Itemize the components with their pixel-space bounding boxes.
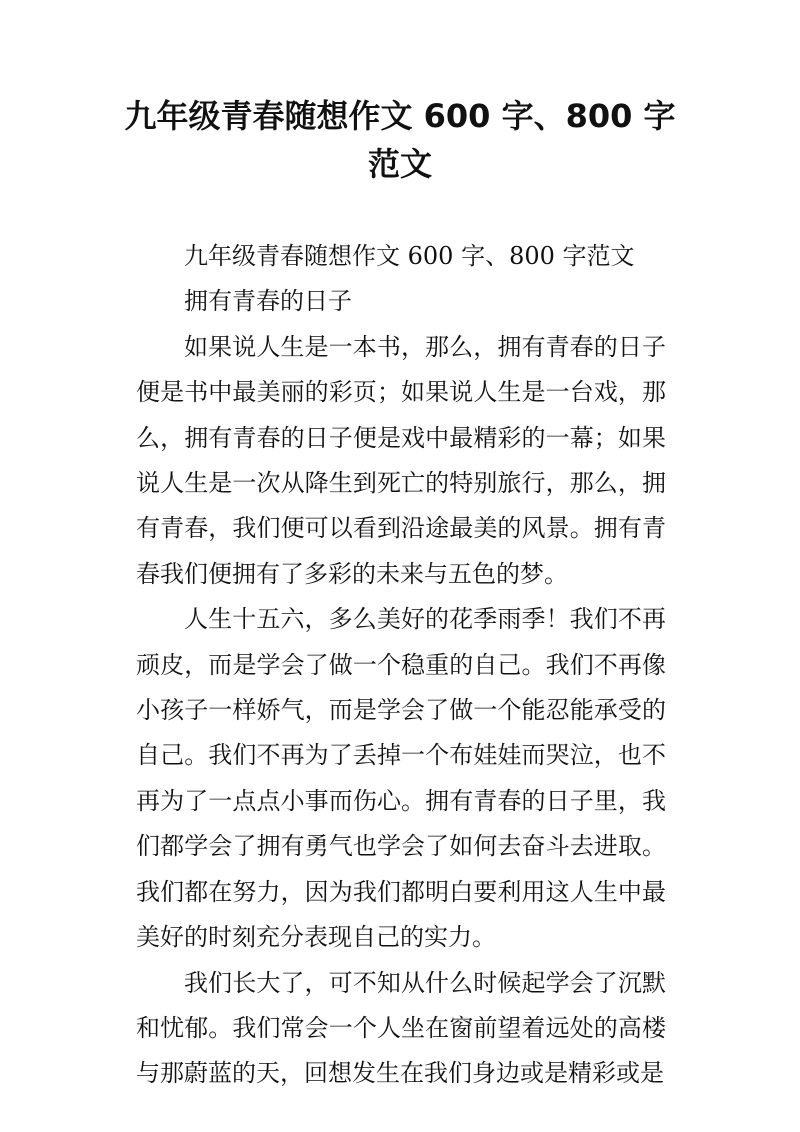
- paragraph-2: 人生十五六，多么美好的花季雨季！我们不再顽皮，而是学会了做一个稳重的自己。我们不再像小孩子一样娇气，而是学会了做一个能忍能承受的自己。我们不再为了丢掉一个布娃娃而哭泣，也不再为了一点点小事而伤心。拥有青春的日子里，我们都学会了拥有勇气也学会了如何去奋斗去进取。我们都在努力，因为我们都明白要利用这人生中最美好的时刻充分表现自己的实力。: [136, 605, 666, 952]
- document-body: [136, 234, 666, 1097]
- paragraph-1: 如果说人生是一本书，那么，拥有青春的日子便是书中最美丽的彩页；如果说人生是一台戏，那么，拥有青春的日子便是戏中最精彩的一幕；如果说人生是一次从降生到死亡的特别旅行，那么，拥有青春，我们便可以看到沿途最美的风景。拥有青春我们便拥有了多彩的未来与五色的梦。: [136, 332, 666, 588]
- paragraph-3: 我们长大了，可不知从什么时候起学会了沉默和忧郁。我们常会一个人坐在窗前望着远处的高楼与那蔚蓝的天，回想发生在我们身边或是精彩或是: [136, 968, 666, 1088]
- essay-title: 拥有青春的日子: [184, 287, 352, 316]
- document-title: 九年级青春随想作文 600 字、800 字范文: [124, 97, 676, 183]
- subtitle-line: 九年级青春随想作文 600 字、800 字范文: [184, 242, 635, 270]
